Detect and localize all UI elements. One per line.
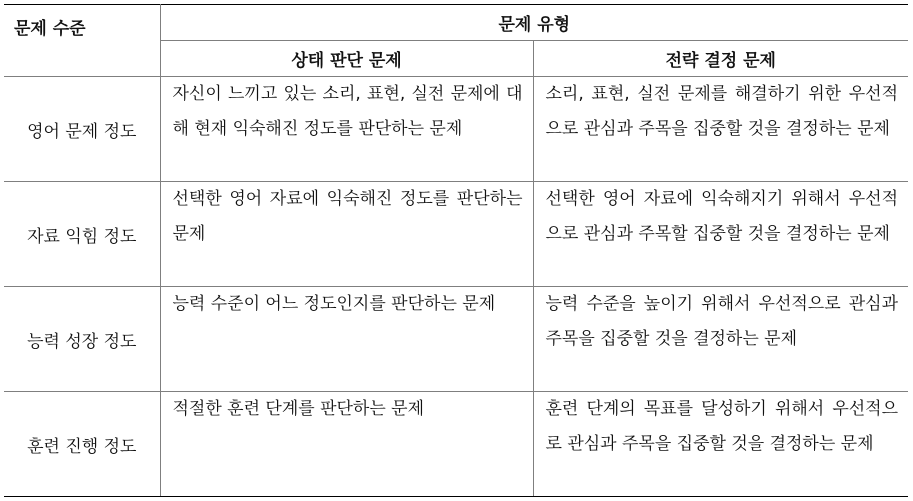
table-row: [4, 392, 908, 497]
header-problem-level: 문제 수준: [4, 5, 160, 77]
state-judgment-cell: 자신이 느끼고 있는 소리, 표현, 실전 문제에 대해 현재 익숙해진 정도를 판단하는 문제: [160, 77, 533, 182]
table-row: [4, 287, 908, 392]
strategy-decision-cell: 능력 수준을 높이기 위해서 우선적으로 관심과 주목을 집중할 것을 결정하는 문제: [533, 287, 908, 392]
strategy-decision-cell: 훈련 단계의 목표를 달성하기 위해서 우선적으로 관심과 주목을 집중할 것을 결정하는 문제: [533, 392, 908, 497]
state-judgment-cell: 적절한 훈련 단계를 판단하는 문제: [160, 392, 533, 497]
table-row: [4, 77, 908, 182]
row-level-label: 능력 성장 정도: [4, 287, 160, 392]
strategy-decision-cell: 소리, 표현, 실전 문제를 해결하기 위한 우선적으로 관심과 주목을 집중할 것을 결정하는 문제: [533, 77, 908, 182]
row-level-label: 자료 익힘 정도: [4, 182, 160, 287]
state-judgment-cell: 능력 수준이 어느 정도인지를 판단하는 문제: [160, 287, 533, 392]
row-level-label: 훈련 진행 정도: [4, 392, 160, 497]
header-row-top: [4, 5, 908, 41]
header-problem-type: 문제 유형: [160, 5, 908, 41]
header-strategy-decision: 전략 결정 문제: [533, 41, 908, 77]
row-level-label: 영어 문제 정도: [4, 77, 160, 182]
strategy-decision-cell: 선택한 영어 자료에 익숙해지기 위해서 우선적으로 관심과 주목할 집중할 것을 결정하는 문제: [533, 182, 908, 287]
problem-type-table: [4, 4, 908, 497]
table-row: [4, 182, 908, 287]
state-judgment-cell: 선택한 영어 자료에 익숙해진 정도를 판단하는 문제: [160, 182, 533, 287]
header-state-judgment: 상태 판단 문제: [160, 41, 533, 77]
